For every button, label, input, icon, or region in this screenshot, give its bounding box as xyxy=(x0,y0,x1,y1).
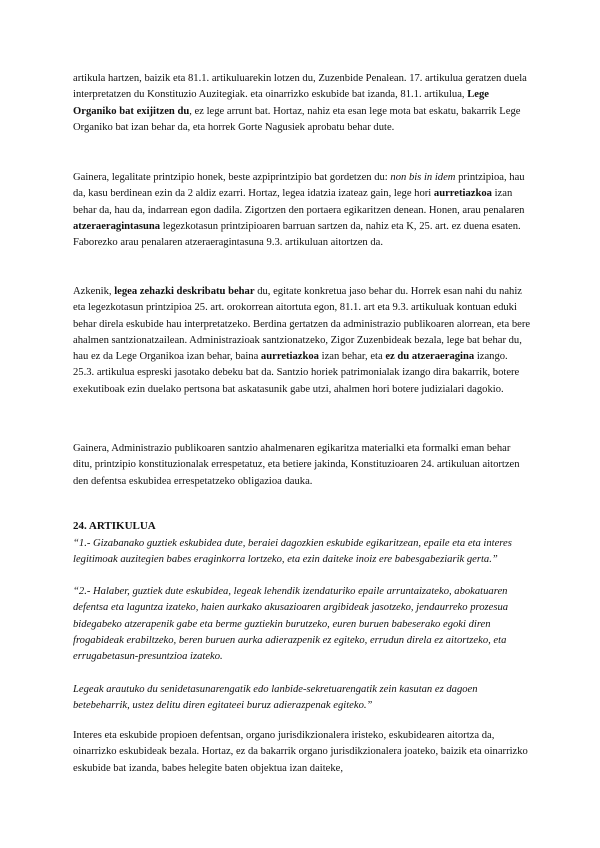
quote-article-24-2: “2.- Halaber, guztiek dute eskubidea, legeak lehendik izendaturiko epaile arruntaizateko, abokatuaren defentsa eta laguntza izateko, haien aurkako akusazioaren argibideak jasotzeko, jendaurreko prozesua bidegabeko atzerapenik gabe eta berme guztiekin burutzeko, euren buruen babeserako egoki diren frogabideak erabiltzeko, beren buruen aurka adierazpenik ez egiteko, errudun direla ez aitortzeko, eta errugabetasun-presuntzioa izateko. xyxy=(73,586,509,663)
paragraph-2: Gainera, legalitate printzipio honek, beste azpiprintzipio bat gordetzen du: non bis in idem printzipioa, hau da, kasu berdinean ezin da 2 aldiz ezarri. Hortaz, legea idatzia izateaz gain, lege hori aurretiazkoa izan behar da, hau da, indarrean egon dadila. Zigortzen den portaera egikaritzen denean. Honen, arau penalaren atzeraeragintasuna legezkotasun printzipioaren barruan sartzen da, nahiz eta K, 25. art. ez duena esaten. Faborezko arau penalaren atzeraeragintasuna 9.3. artikuluan aitortzen da. xyxy=(73,172,525,249)
quote-article-24-closing: Legeak arautuko du senidetasunarengatik edo lanbide-sekretuarengatik zein kasutan ez dagoen betebeharrik, ustez delitu diren egitateei buruz adierazpenak egiteko.” xyxy=(73,684,478,712)
paragraph-4: Gainera, Administrazio publikoaren santzio ahalmenaren egikaritza materialki eta formalki eman behar ditu, printzipio konstituzionalak errespetatuz, eta betiere jakinda, Konstituzioaren 24. artikuluan aitortzen den defentsa eskubidea errespetatzeko obligazioa dauka. xyxy=(73,443,520,487)
paragraph-5: Interes eta eskubide propioen defentsan, organo jurisdikzionalera iristeko, eskubidearen aitortza da, oinarrizko eskubideak bezala. Hortaz, ez da bakarrik organo jurisdikzionalera joateko, baizik eta oinarrizko eskubide bat izanda, babes helegite baten objektua izan daiteke, xyxy=(73,730,528,774)
paragraph-1: artikula hartzen, baizik eta 81.1. artikuluarekin lotzen du, Zuzenbide Penalean. 17. artikulua geratzen duela interpretatzen du Konstituzio Auzitegiak. eta oinarrizko eskubide bat izanda, 81.1. artikulua, Lege Organiko bat exijitzen du, ez lege arrunt bat. Hortaz, nahiz eta esan lege mota bat eskatu, bakarrik Lege Organiko bat izan behar da, eta horrek Gorte Nagusiek aprobatu behar dute. xyxy=(73,73,527,133)
section-heading: 24. ARTIKULUA xyxy=(73,520,156,532)
quote-article-24-1: “1.- Gizabanako guztiek eskubidea dute, beraiei dagozkien eskubide egikaritzean, epaile eta eta interes legitimoak auzitegien babes eraginkorra lortzeko, eta ezin daiteke inoiz ere babesgabeziarik gerta.” xyxy=(73,538,512,566)
paragraph-3: Azkenik, legea zehazki deskribatu behar du, egitate konkretua jaso behar du. Horrek esan nahi du nahiz eta legezkotasun printzipioa 25. art. orokorrean aitortuta egon, 81.1. art eta 9.3. artikuluak kontuan eduki behar direla eskubide hau interpretatzeko. Berdina gertatzen da administrazio publikoaren alorrean, eta bere ahalmen santzionatzailean. Administrazioak santzionatzeko, Zigor Zuzenbideak bezala, lege bat behar du, hau ez da Lege Organikoa izan behar, baina aurretiazkoa izan behar, eta ez du atzeraeragina izango. 25.3. artikulua espreski jasotako debeku bat da. Santzio horiek patrimonialak izango dira bakarrik, botere exekutiboak ezin duelako pertsona bat askatasunik gabe utzi, ahalmen hori botere judizialari dagokio. xyxy=(73,286,531,395)
